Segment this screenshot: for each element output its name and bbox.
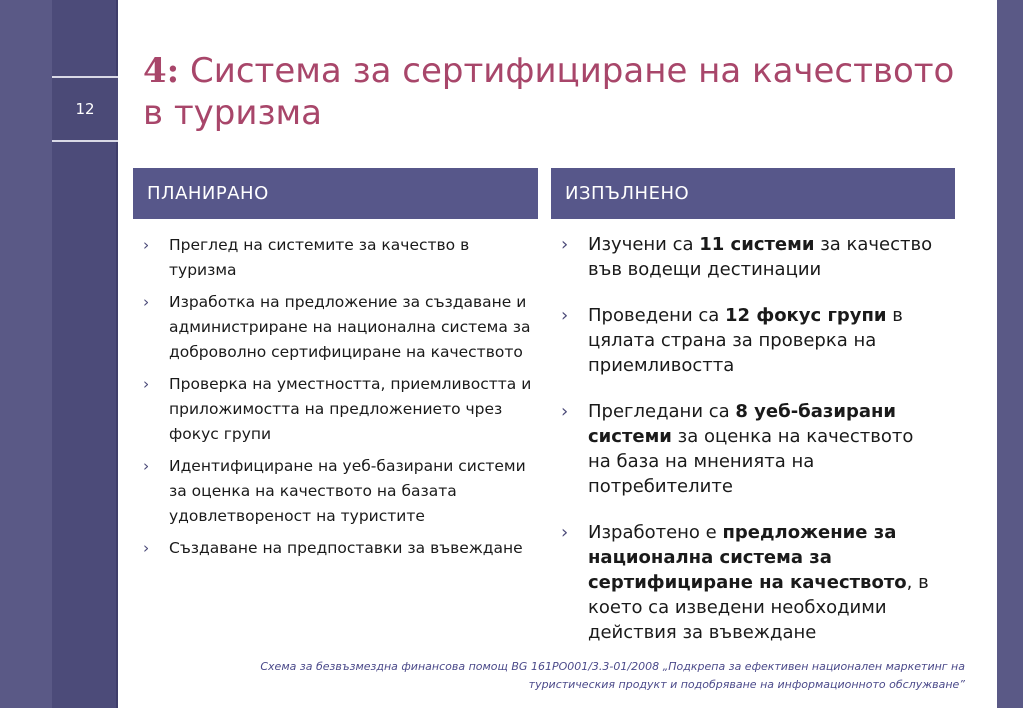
done-item-highlight: 12 фокус групи [725, 305, 887, 326]
planned-item-text: Проверка на уместността, приемливостта и приложимостта на предложението чрез фокус групи [169, 375, 532, 443]
page-number: 12 [52, 76, 118, 142]
chevron-right-icon: › [143, 293, 150, 311]
done-item-text: за качество във водещи дестинации [588, 234, 933, 280]
done-item-text: в цялата страна за проверка на приемливостта [588, 305, 903, 376]
done-item-highlight: 8 уеб-базирани системи [588, 401, 897, 447]
slide-title [143, 50, 963, 134]
chevron-right-icon: › [561, 234, 569, 255]
planned-item [143, 290, 533, 365]
done-item-highlight: предложение за национална система за сертифициране на качеството [588, 522, 907, 593]
footer-line-2: туристическия продукт и подобряване на информационното обслужване” [528, 678, 965, 691]
done-item [561, 399, 941, 499]
done-item [561, 232, 941, 282]
chevron-right-icon: › [561, 401, 569, 422]
done-item [561, 520, 941, 645]
planned-item [143, 233, 533, 283]
planned-item-text: Идентифициране на уеб-базирани системи за оценка на качеството на базата удовлетвореност на туристите [169, 457, 526, 525]
planned-list [143, 233, 533, 568]
planned-item [143, 536, 533, 561]
chevron-right-icon: › [561, 522, 569, 543]
done-item-text: Изучени са [588, 234, 700, 255]
done-item-text: Проведени са [588, 305, 726, 326]
chevron-right-icon: › [143, 457, 150, 475]
done-item-highlight: 11 системи [699, 234, 815, 255]
planned-item [143, 372, 533, 447]
title-number: 4: [143, 51, 180, 91]
done-item [561, 303, 941, 378]
footer-note [180, 658, 965, 694]
done-item-text: Прегледани са [588, 401, 736, 422]
planned-item-text: Преглед на системите за качество в туризма [169, 236, 470, 279]
chevron-right-icon: › [143, 375, 150, 393]
chevron-right-icon: › [561, 305, 569, 326]
done-header: ИЗПЪЛНЕНО [551, 168, 955, 219]
footer-line-1: Схема за безвъзмездна финансова помощ BG 161PO001/3.3-01/2008 „Подкрепа за ефективен национален маркетинг на [260, 660, 965, 673]
done-item-text: за оценка на качеството на база на мненията на потребителите [588, 426, 914, 497]
left-decor-strip [0, 0, 52, 708]
chevron-right-icon: › [143, 236, 150, 254]
done-list [561, 232, 941, 666]
right-decor-strip [997, 0, 1023, 708]
done-item-text: , в което са изведени необходими действия за въвеждане [588, 572, 929, 643]
chevron-right-icon: › [143, 539, 150, 557]
planned-item [143, 454, 533, 529]
planned-header: ПЛАНИРАНО [133, 168, 538, 219]
title-text: Система за сертифициране на качеството в туризма [143, 51, 955, 133]
done-item-text: Изработено е [588, 522, 723, 543]
planned-item-text: Изработка на предложение за създаване и администриране на национална система за доброволно сертифициране на качеството [169, 293, 531, 361]
planned-item-text: Създаване на предпоставки за въвеждане [169, 539, 523, 557]
